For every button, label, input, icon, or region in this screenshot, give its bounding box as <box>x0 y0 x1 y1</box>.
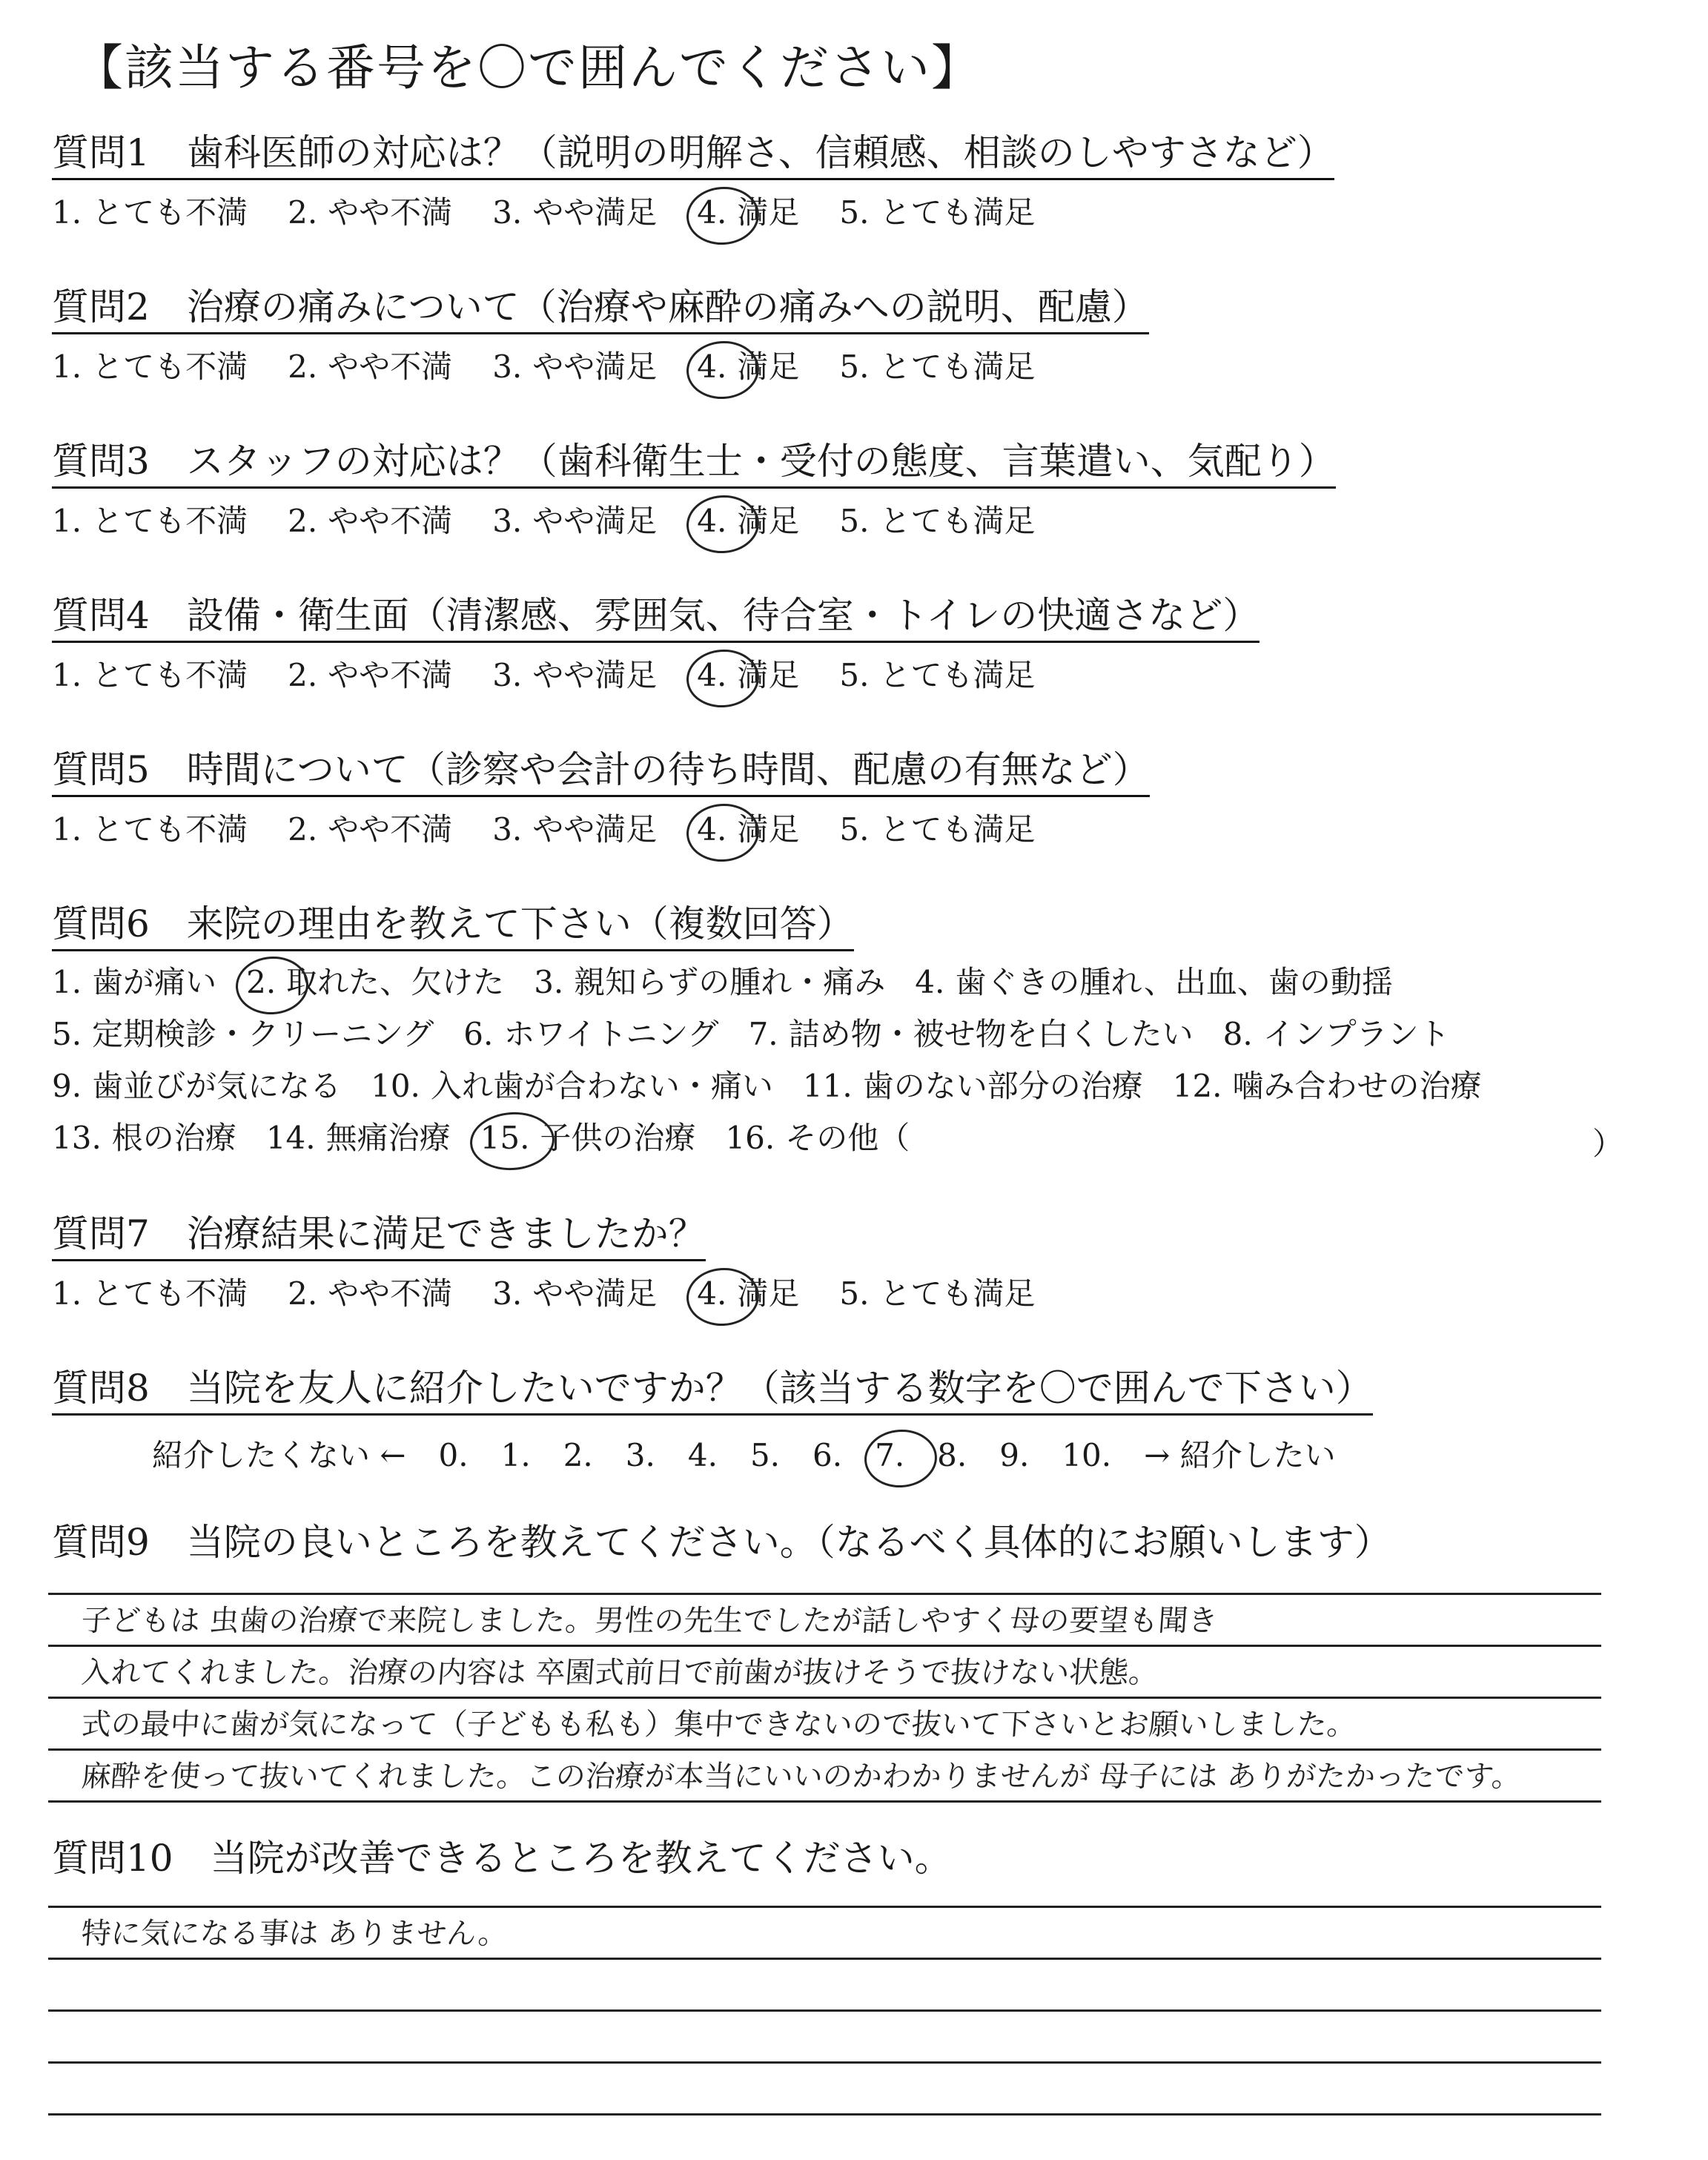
answer-line <box>48 1958 1601 1960</box>
option-number: 3. <box>492 349 523 385</box>
answer-line <box>48 1593 1601 1595</box>
question-8-scale <box>152 1431 1368 1476</box>
reason-option[interactable] <box>52 1016 434 1053</box>
reason-label: 歯並びが気になる <box>92 1068 342 1104</box>
scale-number[interactable]: 5. <box>749 1437 781 1473</box>
option-number: 2. <box>288 503 318 539</box>
answer-line <box>48 1697 1601 1699</box>
question-5-title: 質問5 時間について（診察や会計の待ち時間、配慮の有無など） <box>52 749 1150 797</box>
option-label: 満足 <box>737 657 800 693</box>
option-2[interactable] <box>288 657 452 694</box>
answer-9-line-1: 子どもは 虫歯の治療で来院しました。男性の先生でしたが話しやすく母の要望も聞き <box>80 1604 1219 1638</box>
option-4[interactable] <box>697 657 799 694</box>
option-label: やや不満 <box>328 657 453 693</box>
answer-line <box>48 1748 1601 1751</box>
reason-option[interactable] <box>534 964 885 1001</box>
option-number: 5. <box>839 657 870 693</box>
option-label: やや満足 <box>532 1275 658 1312</box>
option-number: 2. <box>288 194 318 231</box>
option-label: とても不満 <box>92 657 248 693</box>
question-10-title: 質問10 当院が改善できるところを教えてください。 <box>52 1837 952 1880</box>
scale-number[interactable]: 9. <box>999 1437 1030 1473</box>
option-label: とても不満 <box>92 503 248 539</box>
answer-9-line-4: 麻酔を使って抜いてくれました。この治療が本当にいいのかわかりませんが 母子には ありがたかったです。 <box>80 1760 1523 1794</box>
scale-number[interactable]: 6. <box>812 1437 843 1473</box>
question-2-title: 質問2 治療の痛みについて（治療や麻酔の痛みへの説明、配慮） <box>52 286 1149 334</box>
option-number: 1. <box>52 657 82 693</box>
reason-label: インプラント <box>1262 1016 1450 1052</box>
reason-row <box>52 964 1423 1001</box>
option-label: やや不満 <box>328 194 453 231</box>
option-1[interactable] <box>52 503 248 540</box>
option-label: とても満足 <box>879 657 1036 693</box>
scale-left-label: 紹介したくない ← <box>152 1437 406 1473</box>
option-number: 5. <box>839 1275 870 1312</box>
other-close-paren: ） <box>1592 1126 1624 1162</box>
reason-option[interactable] <box>749 1016 1194 1053</box>
option-1[interactable] <box>52 811 248 848</box>
option-number: 5. <box>839 349 870 385</box>
reason-label: 無痛治療 <box>325 1120 451 1156</box>
question-3-title: 質問3 スタッフの対応は？（歯科衛生士・受付の態度、言葉遣い、気配り） <box>52 440 1336 489</box>
reason-option[interactable] <box>266 1120 451 1157</box>
reason-number: 2. <box>246 964 277 1000</box>
option-label: やや満足 <box>532 194 658 231</box>
option-label: 満足 <box>737 194 800 231</box>
scale-number[interactable]: 8. <box>937 1437 967 1473</box>
option-number: 1. <box>52 503 82 539</box>
option-2[interactable] <box>288 194 452 231</box>
reason-row <box>52 1016 1480 1053</box>
option-5[interactable] <box>839 811 1035 848</box>
option-number: 4. <box>697 503 727 539</box>
question-2-options <box>52 349 1075 386</box>
option-label: とても満足 <box>879 349 1036 385</box>
reason-option[interactable] <box>725 1120 910 1157</box>
reason-number: 6. <box>463 1016 494 1052</box>
reason-option[interactable] <box>246 964 504 1001</box>
option-number: 2. <box>288 811 318 848</box>
question-9-title: 質問9 当院の良いところを教えてください。（なるべく具体的にお願いします） <box>52 1521 1391 1564</box>
option-2[interactable] <box>288 1275 452 1312</box>
option-label: やや不満 <box>328 1275 453 1312</box>
reason-number: 15. <box>480 1120 530 1156</box>
answer-line <box>48 2009 1601 2012</box>
option-3[interactable] <box>492 503 657 540</box>
option-label: とても満足 <box>879 811 1036 848</box>
scale-number[interactable]: 4. <box>687 1437 718 1473</box>
question-5-options <box>52 811 1075 848</box>
option-label: 満足 <box>737 1275 800 1312</box>
option-number: 3. <box>492 1275 523 1312</box>
reason-number: 8. <box>1222 1016 1253 1052</box>
scale-number[interactable]: 1. <box>500 1437 531 1473</box>
option-label: とても満足 <box>879 194 1036 231</box>
option-number: 1. <box>52 811 82 848</box>
reason-label: 歯ぐきの腫れ、出血、歯の動揺 <box>955 964 1393 1000</box>
option-number: 5. <box>839 503 870 539</box>
option-label: とても不満 <box>92 349 248 385</box>
reason-label: 噛み合わせの治療 <box>1232 1068 1482 1104</box>
option-3[interactable] <box>492 1275 657 1312</box>
instruction-header: 【該当する番号を〇で囲んでください】 <box>74 39 982 96</box>
reason-option[interactable] <box>803 1068 1143 1105</box>
option-number: 1. <box>52 349 82 385</box>
option-5[interactable] <box>839 349 1035 386</box>
reason-label: 親知らずの腫れ・痛み <box>574 964 886 1000</box>
option-number: 3. <box>492 503 523 539</box>
option-number: 4. <box>697 194 727 231</box>
option-4[interactable] <box>697 1275 799 1312</box>
option-number: 4. <box>697 811 727 848</box>
option-label: とても満足 <box>879 1275 1036 1312</box>
option-2[interactable] <box>288 503 452 540</box>
option-1[interactable] <box>52 194 248 231</box>
option-number: 1. <box>52 1275 82 1312</box>
answer-9-line-2: 入れてくれました。治療の内容は 卒園式前日で前歯が抜けそうで抜けない状態。 <box>80 1656 1160 1690</box>
answer-line <box>48 1800 1601 1803</box>
option-number: 2. <box>288 349 318 385</box>
reason-number: 12. <box>1172 1068 1222 1104</box>
option-1[interactable] <box>52 349 248 386</box>
option-3[interactable] <box>492 657 657 694</box>
scale-right-label: → 紹介したい <box>1144 1437 1336 1473</box>
reason-option[interactable] <box>371 1068 773 1105</box>
option-2[interactable] <box>288 811 452 848</box>
option-label: 満足 <box>737 349 800 385</box>
option-3[interactable] <box>492 811 657 848</box>
reason-number: 13. <box>52 1120 102 1156</box>
reason-number: 9. <box>52 1068 82 1104</box>
answer-line <box>48 2061 1601 2064</box>
reason-label: 入れ歯が合わない・痛い <box>430 1068 773 1104</box>
option-5[interactable] <box>839 503 1035 540</box>
reason-option[interactable] <box>480 1120 696 1157</box>
question-8-title: 質問8 当院を友人に紹介したいですか？（該当する数字を〇で囲んで下さい） <box>52 1367 1373 1416</box>
option-number: 4. <box>697 657 727 693</box>
option-1[interactable] <box>52 1275 248 1312</box>
scale-number[interactable]: 7. <box>875 1437 905 1473</box>
option-number: 4. <box>697 1275 727 1312</box>
question-1-options <box>52 194 1075 231</box>
question-7-title: 質問7 治療結果に満足できましたか？ <box>52 1213 706 1261</box>
reason-label: ホワイトニング <box>503 1016 719 1052</box>
scale-number[interactable]: 10. <box>1062 1437 1112 1473</box>
option-5[interactable] <box>839 657 1035 694</box>
reason-row <box>52 1120 939 1157</box>
option-label: とても不満 <box>92 811 248 848</box>
reason-option[interactable] <box>52 1068 341 1105</box>
answer-line <box>48 1645 1601 1647</box>
reason-number: 3. <box>534 964 564 1000</box>
option-4[interactable] <box>697 349 799 386</box>
option-4[interactable] <box>697 503 799 540</box>
option-number: 2. <box>288 1275 318 1312</box>
option-3[interactable] <box>492 194 657 231</box>
option-2[interactable] <box>288 349 452 386</box>
reason-option[interactable] <box>52 1120 236 1157</box>
option-label: やや不満 <box>328 349 453 385</box>
question-4-title: 質問4 設備・衛生面（清潔感、雰囲気、待合室・トイレの快適さなど） <box>52 595 1260 643</box>
option-number: 3. <box>492 811 523 848</box>
answer-9-line-3: 式の最中に歯が気になって（子どもも私も）集中できないので抜いて下さいとお願いしました。 <box>80 1708 1358 1742</box>
option-number: 4. <box>697 349 727 385</box>
reason-number: 16. <box>725 1120 775 1156</box>
question-7-options <box>52 1275 1075 1312</box>
reason-label: 根の治療 <box>111 1120 236 1156</box>
option-number: 2. <box>288 657 318 693</box>
reason-number: 5. <box>52 1016 82 1052</box>
option-label: やや満足 <box>532 349 658 385</box>
reason-label: 歯が痛い <box>92 964 217 1000</box>
option-4[interactable] <box>697 194 799 231</box>
option-5[interactable] <box>839 194 1035 231</box>
option-label: 満足 <box>737 503 800 539</box>
reason-option[interactable] <box>463 1016 718 1053</box>
option-number: 5. <box>839 811 870 848</box>
reason-number: 10. <box>371 1068 420 1104</box>
question-6-title: 質問6 来院の理由を教えて下さい（複数回答） <box>52 903 854 951</box>
option-number: 3. <box>492 657 523 693</box>
option-label: とても満足 <box>879 503 1036 539</box>
reason-number: 11. <box>802 1068 853 1104</box>
option-label: やや満足 <box>532 657 658 693</box>
question-3-options <box>52 503 1075 540</box>
reason-number: 4. <box>915 964 945 1000</box>
reason-number: 14. <box>265 1120 316 1156</box>
answer-line <box>48 1906 1601 1908</box>
question-4-options <box>52 657 1075 694</box>
option-label: とても不満 <box>92 194 248 231</box>
option-label: やや不満 <box>328 503 453 539</box>
scale-number[interactable]: 2. <box>563 1437 593 1473</box>
reason-label: 定期検診・クリーニング <box>92 1016 434 1052</box>
reason-label: その他（ <box>785 1120 910 1156</box>
reason-label: 子供の治療 <box>540 1120 696 1156</box>
reason-number: 1. <box>52 964 82 1000</box>
option-label: やや満足 <box>532 811 658 848</box>
answer-10-line-1: 特に気になる事は ありません。 <box>80 1917 509 1951</box>
reason-label: 歯のない部分の治療 <box>862 1068 1143 1104</box>
question-1-title: 質問1 歯科医師の対応は？（説明の明解さ、信頼感、相談のしやすさなど） <box>52 132 1334 180</box>
reason-option[interactable] <box>52 964 216 1001</box>
option-label: やや満足 <box>532 503 658 539</box>
option-label: とても不満 <box>92 1275 248 1312</box>
reason-option[interactable] <box>915 964 1393 1001</box>
option-number: 5. <box>839 194 870 231</box>
option-label: 満足 <box>737 811 800 848</box>
answer-line <box>48 2113 1601 2116</box>
option-1[interactable] <box>52 657 248 694</box>
reason-label: 詰め物・被せ物を白くしたい <box>788 1016 1194 1052</box>
option-3[interactable] <box>492 349 657 386</box>
option-4[interactable] <box>697 811 799 848</box>
scale-number[interactable]: 3. <box>625 1437 655 1473</box>
reason-option[interactable] <box>1173 1068 1482 1105</box>
option-label: やや不満 <box>328 811 453 848</box>
scale-number[interactable]: 0. <box>438 1437 469 1473</box>
option-5[interactable] <box>839 1275 1035 1312</box>
option-number: 1. <box>52 194 82 231</box>
reason-option[interactable] <box>1223 1016 1450 1053</box>
reason-label: 取れた、欠けた <box>286 964 505 1000</box>
reason-row <box>52 1068 1512 1105</box>
option-number: 3. <box>492 194 523 231</box>
reason-number: 7. <box>748 1016 778 1052</box>
